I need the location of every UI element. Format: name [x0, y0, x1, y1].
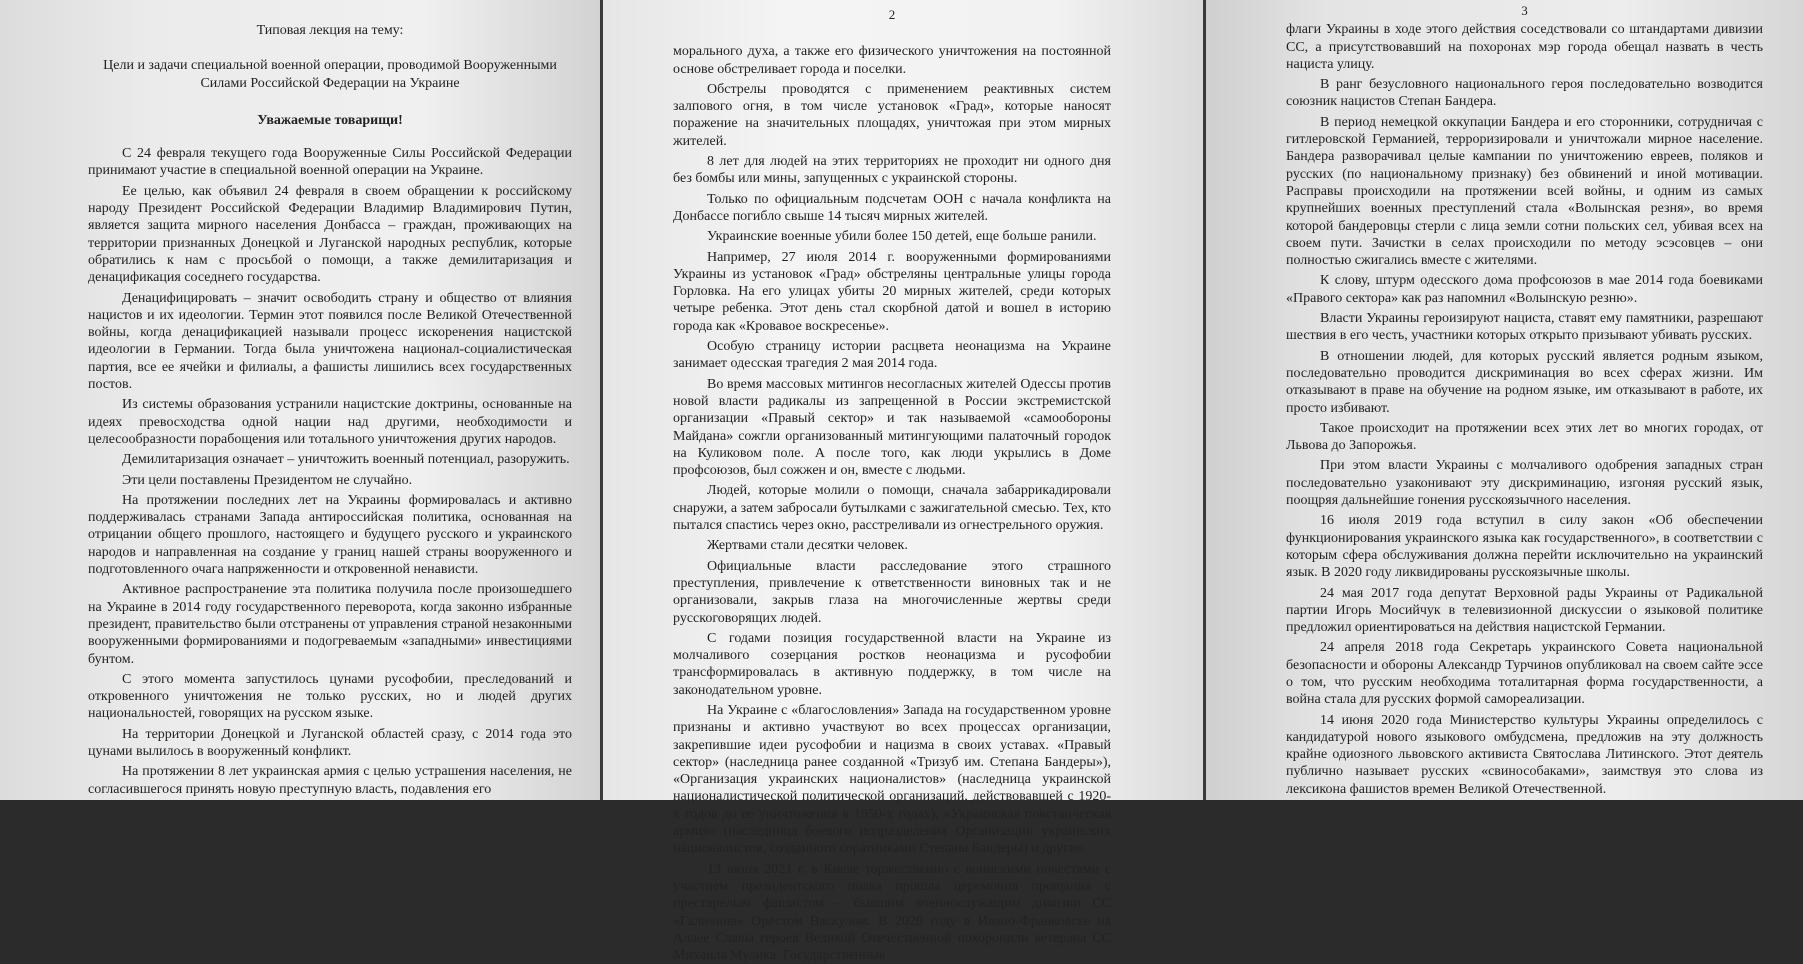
document-page-1 [0, 0, 600, 800]
paragraph: На территории Донецкой и Луганской областей сразу, с 2014 года это цунами вылилось в вооруженный конфликт. [88, 726, 572, 759]
paragraph: Демилитаризация означает – уничтожить военный потенциал, разоружить. [122, 452, 570, 468]
paragraph: Обстрелы проводятся с применением реактивных систем залпового огня, в том числе установок «Град», которые наносят поражение на значительных площадях, уничтожая при этом мирных жителей. [673, 81, 1111, 149]
document-page-3 [1206, 0, 1803, 800]
lecture-subtitle: Цели и задачи специальной военной операции, проводимой Вооруженными Силами Российской Федерации на Украине [103, 58, 557, 91]
page-number: 3 [1521, 3, 1528, 18]
paragraph: На протяжении 8 лет украинская армия с целью устрашения населения, не согласившегося принять новую преступную власть, подавления его [88, 764, 572, 797]
document-page-2 [603, 0, 1203, 964]
paragraph: Во время массовых митингов несогласных жителей Одессы против новой власти радикалы из запрещенной в России экстремистской организации «Правый сектор» и так называемой «самообороны Майдана» сожгли организованный митингующими палаточный городок на Куликовом поле. А после того, как люди укрылись в Доме профсоюзов, был сожжен и он, вместе с людьми. [673, 376, 1111, 479]
paragraph: К слову, штурм одесского дома профсоюзов в мае 2014 года боевиками «Правого сектора» как раз напомнил «Волынскую резню». [1286, 273, 1763, 306]
paragraph: 8 лет для людей на этих территориях не проходит ни одного дня без бомбы или мины, запущенных с украинской стороны. [673, 154, 1111, 187]
paragraph: Активное распространение эта политика получила после произошедшего на Украине в 2014 году государственного переворота, когда законно избранные президент, правительство были отстранены от управления страной незаконными вооруженными формированиями и подогреваемым «западными» инвестициями бунтом. [88, 582, 572, 667]
paragraph: 24 апреля 2018 года Секретарь украинского Совета национальной безопасности и обороны Александр Турчинов опубликовал на своем сайте эссе о том, что русским необходима тоталитарная форма государственности, а война стала для русских формой самореализации. [1286, 640, 1763, 708]
paragraph: Людей, которые молили о помощи, сначала забаррикадировали снаружи, а затем забросали бутылками с зажигательной смесью. Тех, кто пытался спастись через окно, расстреливали из огнестрельного оружия. [673, 483, 1111, 534]
paragraph: Денацифицировать – значит освободить страну и общество от влияния нацистов и их идеологии. Термин этот появился после Великой Отечественной войны, когда денацификацией называли процесс искоренения нацистской идеологии в Германии. Тогда была уничтожена национал-социалистическая партия, все ее ячейки и филиалы, а фашисты лишились всех государственных постов. [88, 290, 572, 393]
paragraph: С этого момента запустилось цунами русофобии, преследований и откровенного уничтожения не только русских, но и людей других национальностей, говорящих на русском языке. [88, 671, 572, 722]
paragraph: С 24 февраля текущего года Вооруженные Силы Российской Федерации принимают участие в специальной военной операции на Украине. [88, 146, 572, 179]
paragraph: В период немецкой оккупации Бандера и его сторонники, сотрудничая с гитлеровской Германией, терроризировали и уничтожали мирное население. Бандера разворачивал целые кампании по уничтожению евреев, поляков и русских (по национальному признаку) без обвинений и иной мотивации. Расправы происходили на протяжении всей войны, и одним из самых крупнейших военных преступлений стала «Волынская резня», во время которой бандеровцы стерли с лица земли сотни польских сел, убивая всех на своем пути. Зачистки в селах происходили по методу эсэсовцев – они полностью сжигались вместе с жителями. [1286, 114, 1763, 269]
lecture-heading: Типовая лекция на тему: [256, 23, 404, 38]
paragraph: морального духа, а также его физического уничтожения на постоянной основе обстреливает города и поселки. [673, 44, 1111, 77]
paragraph: Власти Украины героизируют нациста, ставят ему памятники, разрешают шествия в его честь, участники которых открыто призывают убивать русских. [1286, 311, 1763, 344]
paragraph: флаги Украины в ходе этого действия соседствовали со штандартами дивизии СС, а присутствовавший на похоронах мэр города обещал назвать в честь нациста улицу. [1286, 22, 1763, 72]
paragraph: 16 июля 2019 года вступил в силу закон «Об обеспечении функционирования украинского языка как государственного», в соответствии с которым сфера обслуживания должна перейти исключительно на украинский язык. В 2020 году ликвидированы русскоязычные школы. [1286, 513, 1763, 581]
paragraph: В отношении людей, для которых русский является родным языком, последовательно проводится дискриминация во всех сферах жизни. Им отказывают в праве на обучение на родном языке, им отказывают в работе, их просто избивают. [1286, 348, 1763, 416]
paragraph: 14 июня 2020 года Министерство культуры Украины определилось с кандидатурой нового языкового омбудсмена, предложив на эту должность крайне одиозного львовского активиста Святослава Литинского. Этот деятель публично называет русских «свинособаками», заимствуя это слова из лексикона фашистов времен Великой Отечественной. [1286, 712, 1763, 797]
paragraph: На Украине с «благословления» Запада на государственном уровне признаны и активно участвуют во всех процессах организации, закрепившие идеи русофобии и нацизма в своих уставах. «Правый сектор» (наследница ранее созданной «Тризуб им. Степана Бандеры»), «Организация украинских националистов» (наследница украинской националистической политической организаций, действовавшей с 1920-х годов до ее уничтожения в 1950-х годах), «Украинская повстанческая армия» (наследница боевого подразделения Организации украинских националистов, созданного соратниками Степана Бандеры) и другие. [673, 702, 1111, 857]
paragraph: Жертвами стали десятки человек. [707, 538, 908, 554]
paragraph: Такое происходит на протяжении всех этих лет во многих городах, от Львова до Запорожья. [1286, 420, 1763, 454]
paragraph: Официальные власти расследование этого страшного преступления, привлечение к ответственности виновных так и не организовали, закрыв глаза на многочисленные жертвы среди русскоговорящих людей. [673, 558, 1111, 626]
paragraph: При этом власти Украины с молчаливого одобрения западных стран последовательно узаконивают эту дискриминацию, изгоняя русский язык, поощряя дальнейшие гонения русскоязычного населения. [1286, 458, 1763, 509]
paragraph: Особую страницу истории расцвета неонацизма на Украине занимает одесская трагедия 2 мая 2014 года. [673, 339, 1111, 372]
paragraph: Эти цели поставлены Президентом не случайно. [122, 472, 413, 488]
paragraph: Например, 27 июля 2014 г. вооруженными формированиями Украины из установок «Град» обстреляны центральные улицы города Горловка. На его улицах убиты 20 мирных жителей, среди которых четыре ребенка. Этот день стал скорбной датой и вошел в историю города как «Кровавое воскресенье». [673, 249, 1111, 334]
paragraph: Только по официальным подсчетам ООН с начала конфликта на Донбассе погибло свыше 14 тысяч мирных жителей. [673, 191, 1111, 224]
paragraph: В ранг безусловного национального героя последовательно возводится союзник нацистов Степан Бандера. [1286, 77, 1763, 110]
paragraph: 13 июня 2021 г. в Киеве торжественно с воинскими почестями с участием президентского полка прошла церемония прощания с престарелым фашистом – бывшим военнослужащим дивизии СС «Галичина» Орестом Васкулом. В 2020 году в Ивано-Франковске на Аллее Славы героев Великой Отечественной похоронили ветерана СС Михаила Мулика. Государственные [673, 861, 1111, 964]
paragraph: Из системы образования устранили нацистские доктрины, основанные на идеях превосходства одной нации над другими, необходимости и целесообразности порабощения или тотального уничтожения других народов. [88, 397, 572, 447]
paragraph: На протяжении последних лет на Украины формировалась и активно поддерживалась странами Запада антироссийская политика, основанная на отрицании общего прошлого, настоящего и будущего русского и украинского народов и направленная на создание у границ нашей страны вооруженного и подготовленного очага напряженности и откровенной ненависти. [88, 492, 572, 578]
paragraph: С годами позиция государственной власти на Украине из молчаливого созерцания ростков неонацизма и русофобии трансформировалась в активную поддержку, в том числе на законодательном уровне. [673, 630, 1111, 698]
greeting: Уважаемые товарищи! [257, 112, 403, 128]
paragraph: Украинские военные убили более 150 детей, еще больше ранили. [707, 229, 1097, 245]
paragraph: 24 мая 2017 года депутат Верховной рады Украины от Радикальной партии Игорь Мосийчук в телевизионной дискуссии о языковой политике предложил ориентироваться на действия нацистской Германии. [1286, 585, 1763, 636]
paragraph: Ее целью, как объявил 24 февраля в своем обращении к российскому народу Президент Российской Федерации Владимир Владимирович Путин, является защита мирного населения Донбасса – граждан, проживающих на территории признанных Донецкой и Луганской народных республик, которые обратились к нам с просьбой о помощи, а также демилитаризация и денацификация соседнего государства. [88, 183, 572, 286]
page-number: 2 [888, 7, 896, 22]
